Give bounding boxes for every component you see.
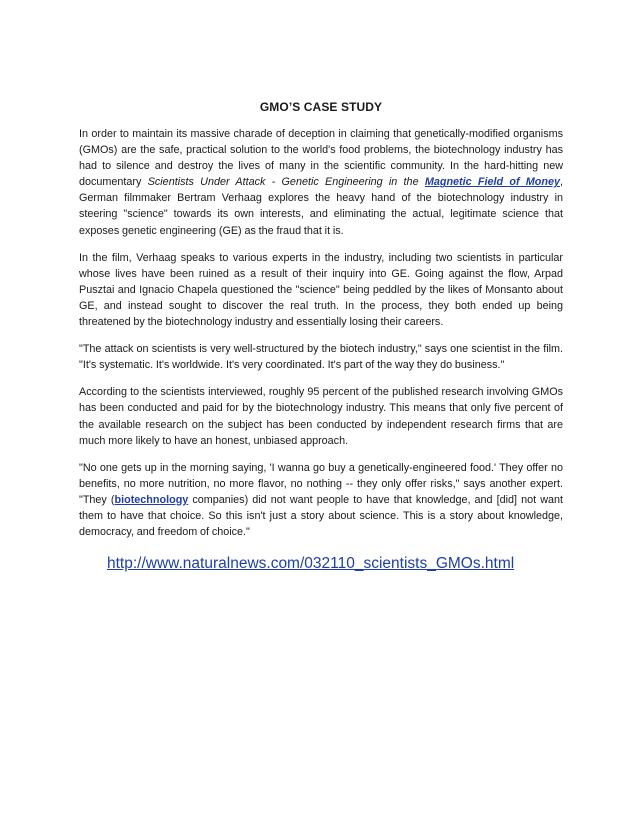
magnetic-field-of-money-link[interactable]: Magnetic Field of Money: [424, 176, 560, 189]
source-link-row: [79, 554, 563, 574]
paragraph-quote-expert-text-cont: companies) did not want people to have that knowledge, and [did] not want them to have that choice. So this isn't just a story about science. This is a story about knowledge, democracy, and freedom of choice.": [79, 493, 564, 539]
documentary-title: Scientists Under Attack - Genetic Engineering in the: [147, 176, 425, 189]
document-page: [79, 100, 563, 574]
biotechnology-link[interactable]: biotechnology: [114, 493, 189, 506]
paragraph-quote-expert-text: "No one gets up in the morning saying, 'I wanna go buy a genetically-engineered food.' They offer no benefits, no more nutrition, no more flavor, no nothing -- they only offer risks," says another expert. "They (: [79, 461, 563, 506]
paragraph-intro: [79, 126, 563, 239]
paragraph-quote-attack: "The attack on scientists is very well-structured by the biotech industry," says one scientist in the film. "It's systematic. It's worldwide. It's very coordinated. It's part of the way they do business.": [79, 343, 563, 372]
source-url-link[interactable]: http://www.naturalnews.com/032110_scientists_GMOs.html: [107, 555, 515, 573]
paragraph-quote-expert: [79, 460, 563, 540]
paragraph-film: In the film, Verhaag speaks to various experts in the industry, including two scientists in particular whose lives have been ruined as a result of their inquiry into GE. Going against the flow, Arpad Pusztai and Ignacio Chapela questioned the "science" being peddled by the likes of Monsanto about GE, and instead sought to discover the real truth. In the process, they both ended up being threatened by the biotechnology industry and essentially losing their careers.: [79, 251, 563, 329]
document-title: GMO’S CASE STUDY: [259, 100, 383, 114]
paragraph-research: According to the scientists interviewed, roughly 95 percent of the published research involving GMOs has been conducted and paid for by the biotechnology industry. This means that only five percent of the available research on the subject has been conducted by independent research firms that are much more likely to have an honest, unbiased approach.: [79, 386, 563, 447]
paragraph-intro-text: In order to maintain its massive charade of deception in claiming that genetically-modified organisms (GMOs) are the safe, practical solution to the world's food problems, the biotechnology industry has had to silence and destroy the lives of many in the scientific community. In the hard-hitting new documentary: [79, 128, 563, 189]
paragraph-intro-text-cont: , German filmmaker Bertram Verhaag explores the heavy hand of the biotechnology industry in steering "science" towards its own interests, and eliminating the actual, legitimate science that exposes genetic engineering (GE) as the fraud that it is.: [79, 176, 563, 237]
